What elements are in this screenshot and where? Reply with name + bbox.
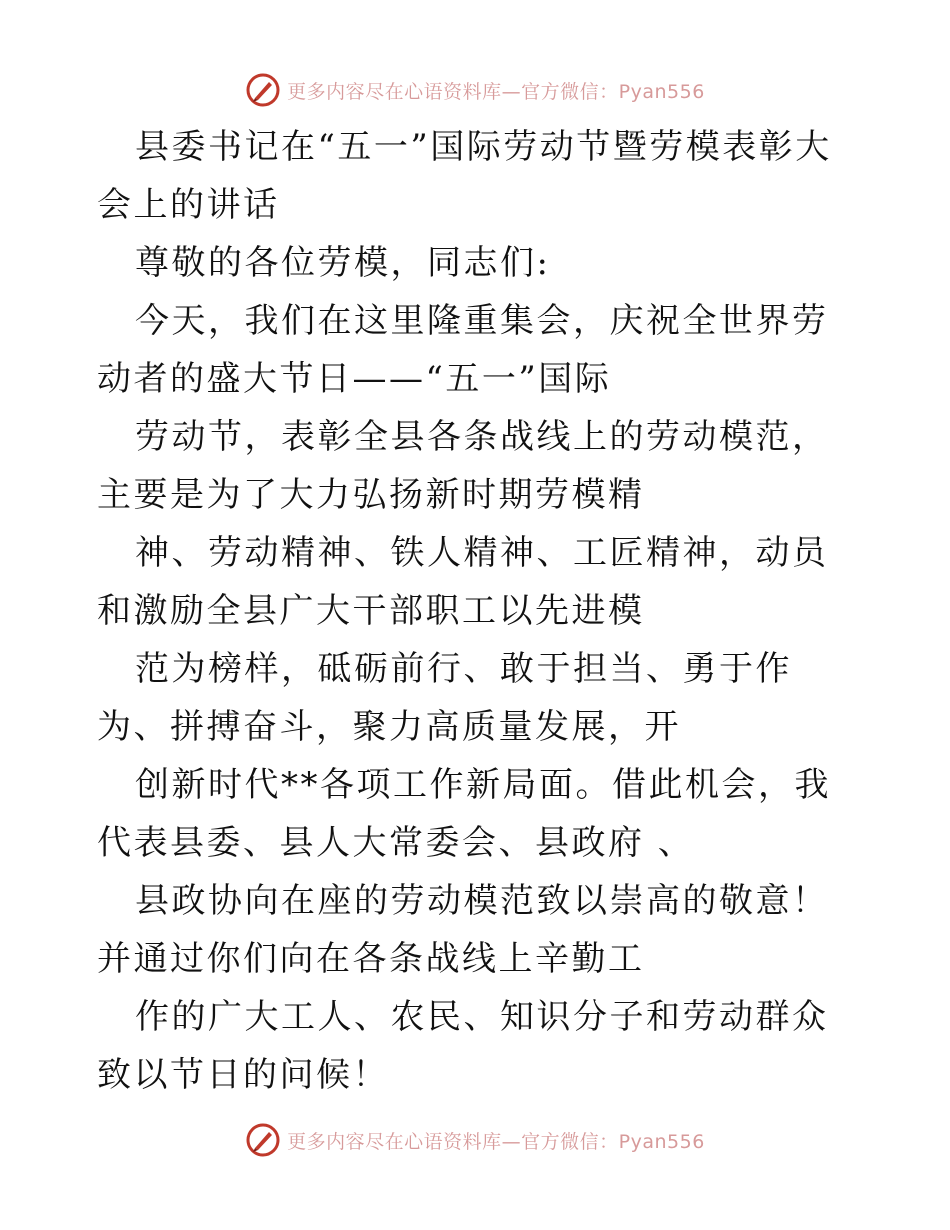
document-body (97, 118, 857, 1104)
paragraph: 县政协向在座的劳动模范致以崇高的敬意！并通过你们向在各条战线上辛勤工 (97, 881, 829, 979)
paragraph: 创新时代**各项工作新局面。借此机会，我代表县委、县人大常委会、县政府 、 (97, 765, 831, 863)
header-watermark (0, 70, 950, 110)
paragraph: 神、劳动精神、铁人精神、工匠精神，动员和激励全县广大干部职工以先进模 (97, 533, 829, 631)
watermark-text: 更多内容尽在心语资料库—官方微信：Pyan556 (287, 1130, 705, 1153)
watermark-text: 更多内容尽在心语资料库—官方微信：Pyan556 (287, 80, 705, 103)
paragraph: 作的广大工人、农民、知识分子和劳动群众致以节日的问候！ (97, 997, 829, 1095)
pen-logo-icon (245, 72, 281, 108)
salutation: 尊敬的各位劳模，同志们: (135, 243, 551, 283)
paragraph: 今天，我们在这里隆重集会，庆祝全世界劳动者的盛大节日——“五一”国际 (97, 301, 829, 399)
paragraph: 范为榜样，砥砺前行、敢于担当、勇于作为、拼搏奋斗，聚力高质量发展，开 (97, 649, 792, 747)
pen-logo-icon (245, 1122, 281, 1158)
document-title: 县委书记在“五一”国际劳动节暨劳模表彰大会上的讲话 (97, 127, 832, 225)
paragraph: 劳动节，表彰全县各条战线上的劳动模范，主要是为了大力弘扬新时期劳模精 (97, 417, 829, 515)
footer-watermark (0, 1120, 950, 1160)
